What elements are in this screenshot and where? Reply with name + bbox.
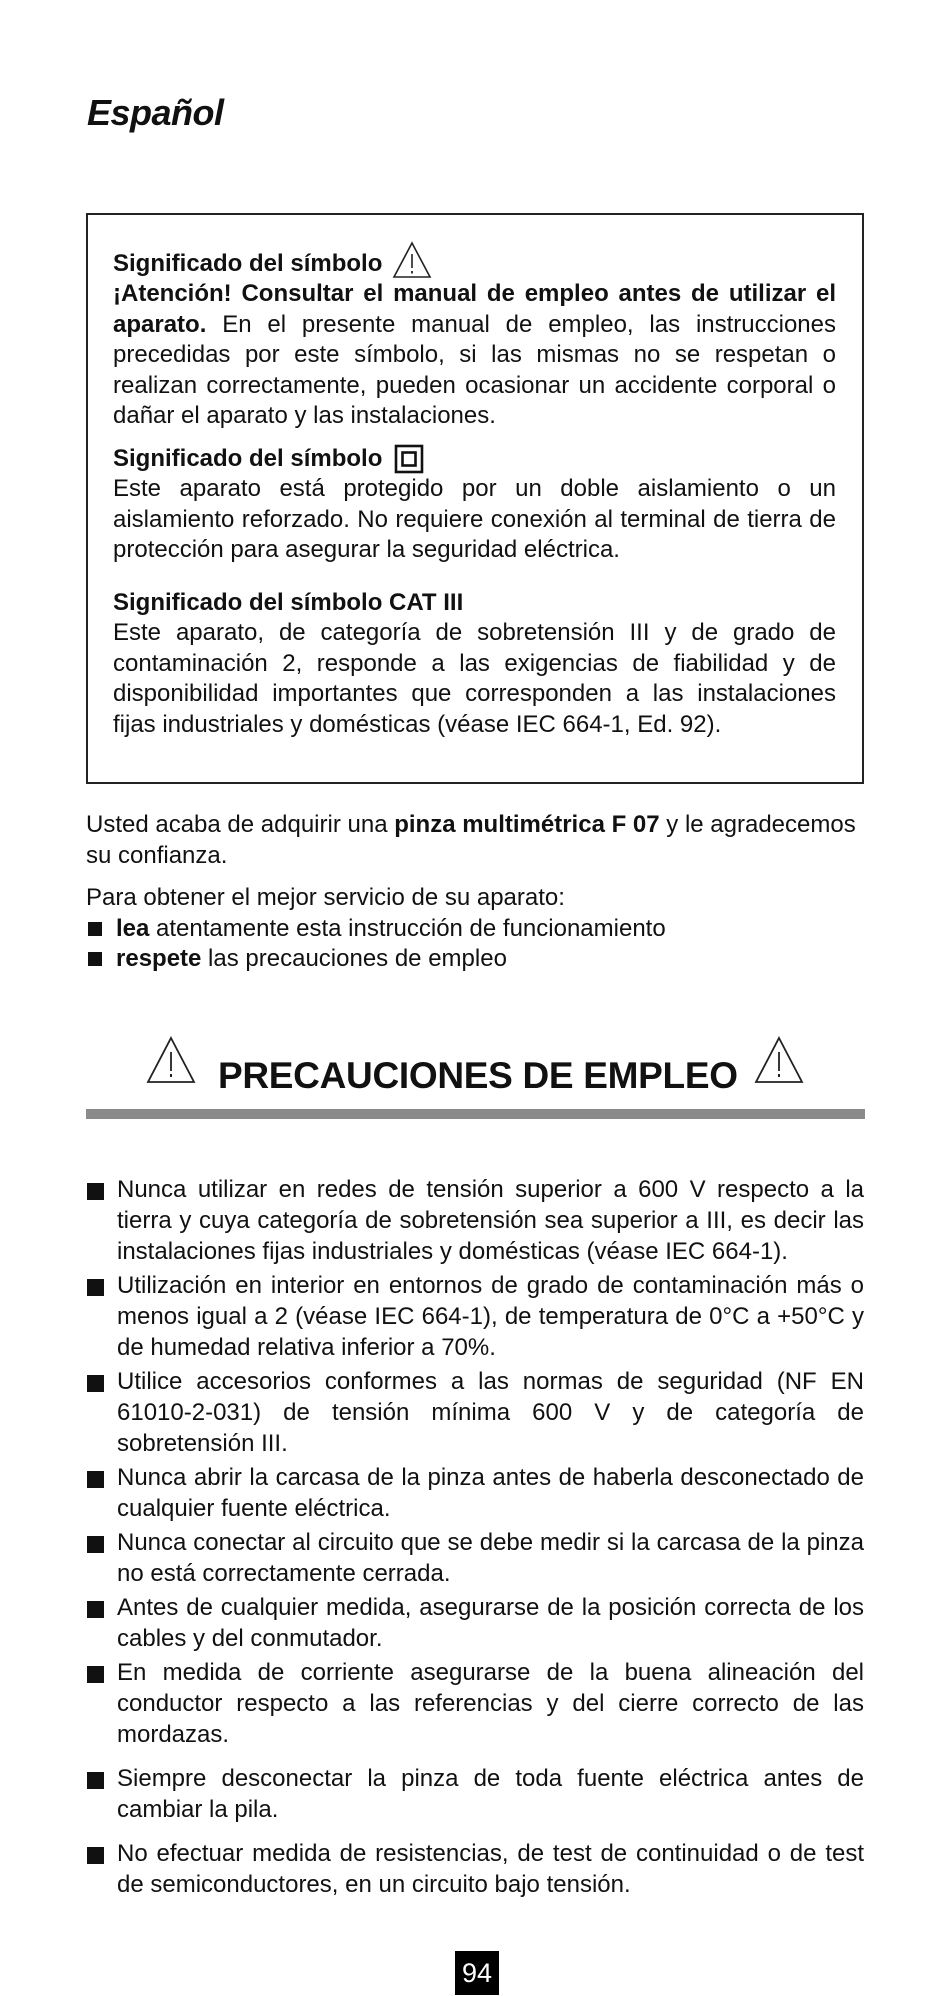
intro-thanks-paragraph <box>86 810 864 871</box>
intro-section <box>86 810 864 975</box>
precaution-item <box>86 1174 864 1267</box>
intro-bullet-bold: lea <box>116 914 150 942</box>
page-language-header: Español <box>87 92 224 133</box>
precaution-text: Siempre desconectar la pinza de toda fuente eléctrica antes de cambiar la pila. <box>117 1765 864 1823</box>
precaution-item <box>86 1592 864 1654</box>
bullet-square-icon <box>87 1471 104 1488</box>
caution-symbol-title-text: Significado del símbolo <box>113 249 383 277</box>
bullet-square-icon <box>88 922 102 936</box>
precaution-text: Nunca abrir la carcasa de la pinza antes de haberla desconectado de cualquier fuente eléctrica. <box>117 1464 864 1522</box>
bullet-square-icon <box>88 952 102 966</box>
intro-thanks-pre: Usted acaba de adquirir una <box>86 811 395 838</box>
caution-body-text: En el presente manual de empleo, las instrucciones precedidas por este símbolo, si las mismas no se respetan o realizan correctamente, pueden ocasionar un accidente corporal o dañar el aparato y las instalaciones. <box>113 310 836 429</box>
intro-thanks-post: y le agradecemos su confianza. <box>86 811 856 869</box>
precautions-heading <box>86 1035 864 1117</box>
precaution-item <box>86 1657 864 1750</box>
precautions-title: PRECAUCIONES DE EMPLEO <box>218 1055 738 1096</box>
intro-service-line: Para obtener el mejor servicio de su aparato: <box>86 884 565 911</box>
precaution-text: Nunca conectar al circuito que se debe medir si la carcasa de la pinza no está correctamente cerrada. <box>117 1529 864 1587</box>
intro-bullet-text: las precauciones de empleo <box>201 945 507 972</box>
bullet-square-icon <box>87 1279 104 1296</box>
precautions-divider <box>86 1109 865 1119</box>
intro-bullet-text: atentamente esta instrucción de funcionamiento <box>149 914 666 942</box>
bullet-square-icon <box>87 1666 104 1683</box>
caution-bold-lead: ¡Atención! Consultar el manual de empleo antes de utilizar el aparato. <box>113 280 836 338</box>
cat-symbol-title: Significado del símbolo CAT III <box>113 588 464 616</box>
warning-triangle-icon <box>146 1035 196 1085</box>
bullet-square-icon <box>87 1536 104 1553</box>
bullet-square-icon <box>87 1183 104 1200</box>
double-insulation-icon <box>394 444 424 474</box>
intro-bullet-list <box>86 914 864 975</box>
double-insulation-title-text: Significado del símbolo <box>113 444 383 472</box>
product-name: pinza multimétrica F 07 <box>394 811 660 838</box>
precaution-text: Utilice accesorios conformes a las normas de seguridad (NF EN 61010-2-031) de tensión mínima 600 V y de categoría de sobretensión III. <box>117 1368 864 1457</box>
intro-bullet-item <box>86 944 864 975</box>
precaution-text: Utilización en interior en entornos de grado de contaminación más o menos igual a 2 (véase IEC 664-1), de temperatura de 0°C a +50°C y de humedad relativa inferior a 70%. <box>117 1272 864 1361</box>
cat-symbol-body: Este aparato, de categoría de sobretensión III y de grado de contaminación 2, responde a las exigencias de fiabilidad y de disponibilidad importantes que corresponden a las instalaciones fijas industriales y domésticas (véase IEC 664-1, Ed. 92). <box>113 619 836 738</box>
precaution-item <box>86 1366 864 1459</box>
caution-symbol-body <box>113 279 836 432</box>
double-insulation-title <box>113 444 836 475</box>
precaution-text: Antes de cualquier medida, asegurarse de la posición correcta de los cables y del conmutador. <box>117 1594 864 1652</box>
cat-symbol-section <box>113 588 836 741</box>
precaution-item <box>86 1838 864 1900</box>
caution-symbol-section <box>113 241 836 432</box>
precaution-text: Nunca utilizar en redes de tensión superior a 600 V respecto a la tierra y cuya categoría de sobretensión sea superior a III, es decir las instalaciones fijas industriales y domésticas (véase IEC 664-1). <box>117 1176 864 1265</box>
precaution-item <box>86 1763 864 1825</box>
precaution-item <box>86 1527 864 1589</box>
precaution-item <box>86 1462 864 1524</box>
double-insulation-body: Este aparato está protegido por un doble aislamiento o un aislamiento reforzado. No requiere conexión al terminal de tierra de protección para asegurar la seguridad eléctrica. <box>113 475 836 563</box>
double-insulation-section <box>113 444 836 566</box>
precaution-text: En medida de corriente asegurarse de la buena alineación del conductor respecto a las referencias y del cierre correcto de las mordazas. <box>117 1659 864 1748</box>
symbols-explanation-box <box>86 213 864 784</box>
caution-symbol-title <box>113 241 836 279</box>
bullet-square-icon <box>87 1772 104 1789</box>
warning-triangle-icon <box>392 241 432 279</box>
precautions-list <box>86 1174 864 1900</box>
precaution-item <box>86 1270 864 1363</box>
page-number: 94 <box>455 1951 499 1995</box>
bullet-square-icon <box>87 1847 104 1864</box>
bullet-square-icon <box>87 1601 104 1618</box>
warning-triangle-icon <box>754 1035 804 1085</box>
intro-bullet-item <box>86 914 864 945</box>
intro-bullet-bold: respete <box>116 945 202 972</box>
bullet-square-icon <box>87 1375 104 1392</box>
precaution-text: No efectuar medida de resistencias, de test de continuidad o de test de semiconductores, en un circuito bajo tensión. <box>117 1840 864 1898</box>
